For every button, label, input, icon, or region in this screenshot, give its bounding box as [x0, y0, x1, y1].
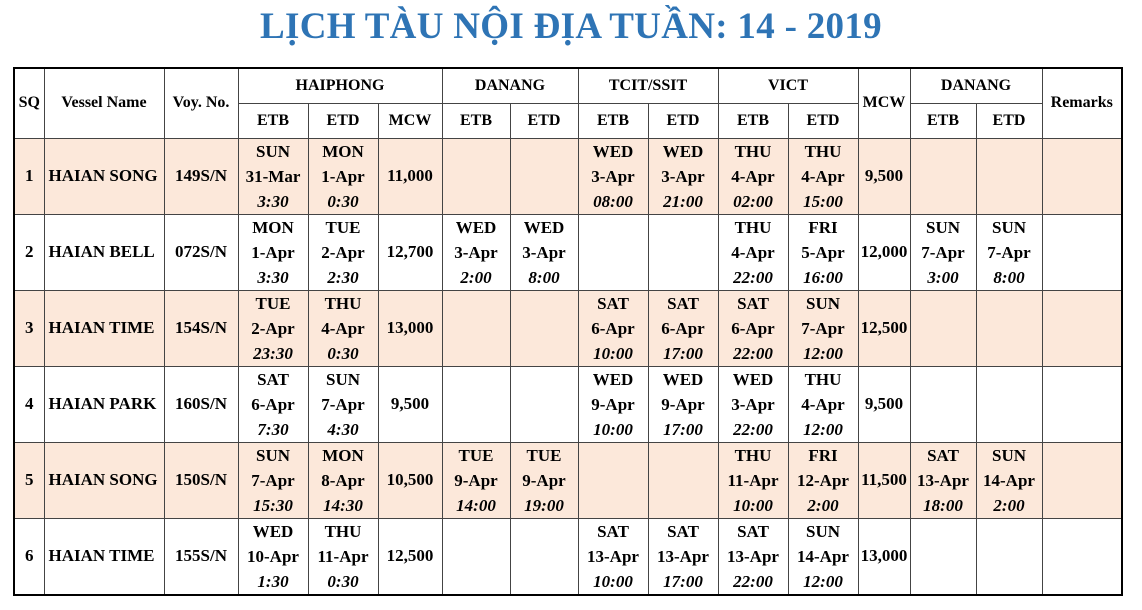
cell-day: WED	[523, 217, 565, 237]
cell-time: 17:00	[663, 571, 703, 591]
sub-header-etd: ETD	[308, 103, 378, 138]
cell-date: 4-Apr	[801, 394, 845, 414]
table-row	[14, 366, 1122, 442]
cell-day: THU	[804, 369, 842, 389]
cell-day: SAT	[927, 445, 959, 465]
cell-voyage: 160S/N	[164, 366, 238, 442]
sub-header-etb: ETB	[910, 103, 976, 138]
cell-tcit-etb	[578, 366, 648, 442]
cell-day: WED	[592, 141, 634, 161]
cell-danang2-etb	[910, 518, 976, 595]
cell-date: 4-Apr	[731, 242, 775, 262]
cell-date: 3-Apr	[661, 166, 705, 186]
cell-time: 17:00	[663, 343, 703, 363]
cell-time: 21:00	[663, 191, 703, 211]
cell-date: 7-Apr	[251, 470, 295, 490]
cell-day: MON	[252, 217, 294, 237]
cell-vict-etb	[718, 138, 788, 214]
col-header-vessel: Vessel Name	[44, 68, 164, 138]
cell-vict-etb	[718, 518, 788, 595]
cell-date: 6-Apr	[731, 318, 775, 338]
cell-haiphong-etd	[308, 518, 378, 595]
cell-haiphong-etd	[308, 290, 378, 366]
cell-haiphong-etd	[308, 138, 378, 214]
cell-sq: 4	[14, 366, 44, 442]
cell-date: 4-Apr	[801, 166, 845, 186]
cell-day: MON	[322, 445, 364, 465]
cell-danang2-etd	[976, 290, 1042, 366]
cell-time: 12:00	[803, 419, 843, 439]
cell-vict-etd	[788, 290, 858, 366]
cell-date: 2-Apr	[251, 318, 295, 338]
cell-vessel-name: HAIAN PARK	[44, 366, 164, 442]
cell-date: 5-Apr	[801, 242, 845, 262]
cell-date: 13-Apr	[917, 470, 969, 490]
cell-date: 6-Apr	[251, 394, 295, 414]
schedule-body	[14, 138, 1122, 595]
cell-day: THU	[324, 293, 362, 313]
cell-date: 8-Apr	[321, 470, 365, 490]
cell-date: 4-Apr	[321, 318, 365, 338]
cell-mcw: 11,500	[858, 442, 910, 518]
cell-danang2-etb	[910, 138, 976, 214]
cell-day: THU	[734, 141, 772, 161]
cell-time: 10:00	[593, 343, 633, 363]
cell-date: 3-Apr	[591, 166, 635, 186]
cell-sq: 6	[14, 518, 44, 595]
cell-haiphong-etd	[308, 442, 378, 518]
cell-day: TUE	[255, 293, 291, 313]
cell-haiphong-mcw: 12,500	[378, 518, 442, 595]
cell-haiphong-etb	[238, 442, 308, 518]
cell-haiphong-etd	[308, 366, 378, 442]
sub-header-etd: ETD	[788, 103, 858, 138]
cell-tcit-etb	[578, 290, 648, 366]
cell-day: SUN	[255, 445, 290, 465]
cell-vessel-name: HAIAN TIME	[44, 290, 164, 366]
cell-day: TUE	[325, 217, 361, 237]
cell-date: 31-Mar	[245, 166, 301, 186]
cell-tcit-etd	[648, 366, 718, 442]
cell-day: SUN	[925, 217, 960, 237]
cell-time: 22:00	[733, 419, 773, 439]
cell-time: 2:00	[993, 495, 1025, 515]
cell-day: WED	[455, 217, 497, 237]
cell-time: 22:00	[733, 571, 773, 591]
table-row	[14, 290, 1122, 366]
col-header-danang-2: DANANG	[910, 68, 1042, 103]
cell-time: 16:00	[803, 267, 843, 287]
cell-day: SAT	[667, 293, 699, 313]
cell-haiphong-mcw: 11,000	[378, 138, 442, 214]
cell-haiphong-etb	[238, 214, 308, 290]
cell-danang2-etd	[976, 442, 1042, 518]
cell-time: 10:00	[593, 419, 633, 439]
cell-time: 3:30	[257, 267, 289, 287]
cell-danang2-etd	[976, 366, 1042, 442]
cell-vict-etd	[788, 442, 858, 518]
cell-time: 0:30	[327, 571, 359, 591]
cell-date: 13-Apr	[587, 546, 639, 566]
cell-danang-etb	[442, 214, 510, 290]
cell-day: THU	[324, 521, 362, 541]
cell-vict-etb	[718, 442, 788, 518]
cell-haiphong-mcw: 10,500	[378, 442, 442, 518]
cell-mcw: 12,000	[858, 214, 910, 290]
cell-date: 9-Apr	[522, 470, 566, 490]
cell-day: TUE	[458, 445, 494, 465]
cell-time: 1:30	[257, 571, 289, 591]
cell-date: 2-Apr	[321, 242, 365, 262]
cell-date: 10-Apr	[247, 546, 299, 566]
cell-voyage: 150S/N	[164, 442, 238, 518]
cell-day: WED	[252, 521, 294, 541]
cell-date: 7-Apr	[321, 394, 365, 414]
col-header-sq: SQ	[14, 68, 44, 138]
cell-date: 7-Apr	[801, 318, 845, 338]
cell-day: MON	[322, 141, 364, 161]
cell-sq: 5	[14, 442, 44, 518]
cell-remarks	[1042, 442, 1122, 518]
cell-time: 14:00	[456, 495, 496, 515]
cell-danang-etb	[442, 290, 510, 366]
cell-date: 6-Apr	[661, 318, 705, 338]
cell-sq: 2	[14, 214, 44, 290]
cell-danang-etd	[510, 214, 578, 290]
cell-day: THU	[734, 217, 772, 237]
sub-header-mcw: MCW	[378, 103, 442, 138]
cell-vict-etb	[718, 214, 788, 290]
col-header-remarks: Remarks	[1042, 68, 1122, 138]
cell-day: THU	[804, 141, 842, 161]
cell-danang2-etd	[976, 214, 1042, 290]
cell-date: 3-Apr	[522, 242, 566, 262]
cell-tcit-etd	[648, 290, 718, 366]
cell-day: FRI	[808, 445, 838, 465]
col-header-mcw: MCW	[858, 68, 910, 138]
cell-date: 4-Apr	[731, 166, 775, 186]
cell-danang-etb	[442, 518, 510, 595]
cell-day: SAT	[257, 369, 289, 389]
sub-header-etb: ETB	[238, 103, 308, 138]
cell-date: 13-Apr	[727, 546, 779, 566]
cell-haiphong-mcw: 12,700	[378, 214, 442, 290]
cell-time: 12:00	[803, 571, 843, 591]
cell-time: 10:00	[733, 495, 773, 515]
cell-vict-etd	[788, 518, 858, 595]
cell-voyage: 072S/N	[164, 214, 238, 290]
cell-time: 23:30	[253, 343, 293, 363]
cell-danang2-etd	[976, 518, 1042, 595]
sub-header-etb: ETB	[442, 103, 510, 138]
cell-time: 17:00	[663, 419, 703, 439]
schedule-table	[13, 67, 1123, 596]
cell-date: 3-Apr	[454, 242, 498, 262]
cell-date: 14-Apr	[983, 470, 1035, 490]
cell-mcw: 13,000	[858, 518, 910, 595]
cell-haiphong-mcw: 13,000	[378, 290, 442, 366]
cell-date: 12-Apr	[797, 470, 849, 490]
cell-day: WED	[662, 141, 704, 161]
cell-day: WED	[732, 369, 774, 389]
cell-time: 3:00	[927, 267, 959, 287]
cell-danang2-etb	[910, 442, 976, 518]
cell-time: 2:00	[460, 267, 492, 287]
cell-haiphong-etd	[308, 214, 378, 290]
cell-time: 0:30	[327, 191, 359, 211]
cell-voyage: 154S/N	[164, 290, 238, 366]
cell-mcw: 9,500	[858, 138, 910, 214]
cell-vict-etd	[788, 138, 858, 214]
cell-date: 13-Apr	[657, 546, 709, 566]
cell-haiphong-etb	[238, 366, 308, 442]
cell-danang-etd	[510, 442, 578, 518]
cell-danang2-etd	[976, 138, 1042, 214]
cell-day: SUN	[325, 369, 360, 389]
sub-header-etb: ETB	[578, 103, 648, 138]
cell-time: 4:30	[327, 419, 359, 439]
cell-tcit-etd	[648, 138, 718, 214]
cell-date: 11-Apr	[727, 470, 779, 490]
cell-vessel-name: HAIAN BELL	[44, 214, 164, 290]
cell-day: SUN	[255, 141, 290, 161]
cell-date: 11-Apr	[317, 546, 369, 566]
cell-vessel-name: HAIAN TIME	[44, 518, 164, 595]
cell-day: TUE	[526, 445, 562, 465]
cell-danang-etd	[510, 518, 578, 595]
cell-vessel-name: HAIAN SONG	[44, 138, 164, 214]
cell-time: 8:00	[993, 267, 1025, 287]
cell-time: 7:30	[257, 419, 289, 439]
cell-day: WED	[592, 369, 634, 389]
table-row	[14, 214, 1122, 290]
cell-day: SAT	[597, 521, 629, 541]
cell-time: 8:00	[528, 267, 560, 287]
cell-remarks	[1042, 290, 1122, 366]
cell-day: SUN	[991, 217, 1026, 237]
cell-day: WED	[662, 369, 704, 389]
col-header-voyage: Voy. No.	[164, 68, 238, 138]
cell-time: 19:00	[524, 495, 564, 515]
cell-voyage: 155S/N	[164, 518, 238, 595]
cell-date: 1-Apr	[251, 242, 295, 262]
cell-day: SAT	[597, 293, 629, 313]
cell-date: 9-Apr	[454, 470, 498, 490]
sub-header-etd: ETD	[510, 103, 578, 138]
cell-time: 02:00	[733, 191, 773, 211]
cell-danang-etd	[510, 290, 578, 366]
cell-day: THU	[734, 445, 772, 465]
cell-day: SUN	[991, 445, 1026, 465]
cell-day: SUN	[805, 293, 840, 313]
cell-vict-etb	[718, 366, 788, 442]
sub-header-etd: ETD	[648, 103, 718, 138]
sub-header-etb: ETB	[718, 103, 788, 138]
cell-remarks	[1042, 138, 1122, 214]
cell-time: 18:00	[923, 495, 963, 515]
cell-vict-etd	[788, 214, 858, 290]
cell-danang-etb	[442, 366, 510, 442]
cell-day: SAT	[667, 521, 699, 541]
cell-tcit-etb	[578, 214, 648, 290]
cell-vessel-name: HAIAN SONG	[44, 442, 164, 518]
cell-time: 22:00	[733, 343, 773, 363]
cell-tcit-etd	[648, 518, 718, 595]
cell-tcit-etb	[578, 442, 648, 518]
cell-day: FRI	[808, 217, 838, 237]
cell-danang-etb	[442, 138, 510, 214]
cell-date: 9-Apr	[591, 394, 635, 414]
col-header-tcit: TCIT/SSIT	[578, 68, 718, 103]
cell-remarks	[1042, 518, 1122, 595]
cell-remarks	[1042, 214, 1122, 290]
sub-header-etd: ETD	[976, 103, 1042, 138]
cell-time: 10:00	[593, 571, 633, 591]
cell-haiphong-etb	[238, 518, 308, 595]
cell-haiphong-etb	[238, 290, 308, 366]
cell-mcw: 9,500	[858, 366, 910, 442]
cell-danang2-etb	[910, 290, 976, 366]
cell-voyage: 149S/N	[164, 138, 238, 214]
table-row	[14, 442, 1122, 518]
cell-tcit-etb	[578, 138, 648, 214]
cell-time: 14:30	[323, 495, 363, 515]
cell-date: 1-Apr	[321, 166, 365, 186]
cell-tcit-etd	[648, 442, 718, 518]
header-row-top	[14, 68, 1122, 103]
table-row	[14, 518, 1122, 595]
cell-day: SUN	[805, 521, 840, 541]
cell-date: 14-Apr	[797, 546, 849, 566]
col-header-haiphong: HAIPHONG	[238, 68, 442, 103]
cell-remarks	[1042, 366, 1122, 442]
cell-time: 2:30	[327, 267, 359, 287]
cell-date: 7-Apr	[921, 242, 965, 262]
cell-time: 3:30	[257, 191, 289, 211]
page-title: LỊCH TÀU NỘI ĐỊA TUẦN: 14 - 2019	[260, 6, 882, 47]
cell-time: 22:00	[733, 267, 773, 287]
cell-vict-etd	[788, 366, 858, 442]
cell-day: SAT	[737, 521, 769, 541]
cell-sq: 3	[14, 290, 44, 366]
cell-danang-etb	[442, 442, 510, 518]
cell-time: 0:30	[327, 343, 359, 363]
col-header-vict: VICT	[718, 68, 858, 103]
cell-haiphong-mcw: 9,500	[378, 366, 442, 442]
cell-danang2-etb	[910, 214, 976, 290]
table-row	[14, 138, 1122, 214]
cell-sq: 1	[14, 138, 44, 214]
cell-date: 7-Apr	[987, 242, 1031, 262]
cell-mcw: 12,500	[858, 290, 910, 366]
cell-date: 9-Apr	[661, 394, 705, 414]
cell-danang2-etb	[910, 366, 976, 442]
cell-time: 12:00	[803, 343, 843, 363]
cell-day: SAT	[737, 293, 769, 313]
cell-date: 6-Apr	[591, 318, 635, 338]
col-header-danang: DANANG	[442, 68, 578, 103]
cell-tcit-etb	[578, 518, 648, 595]
cell-danang-etd	[510, 366, 578, 442]
cell-tcit-etd	[648, 214, 718, 290]
cell-date: 3-Apr	[731, 394, 775, 414]
cell-time: 08:00	[593, 191, 633, 211]
cell-time: 2:00	[807, 495, 839, 515]
cell-time: 15:30	[253, 495, 293, 515]
cell-time: 15:00	[803, 191, 843, 211]
cell-danang-etd	[510, 138, 578, 214]
cell-haiphong-etb	[238, 138, 308, 214]
cell-vict-etb	[718, 290, 788, 366]
